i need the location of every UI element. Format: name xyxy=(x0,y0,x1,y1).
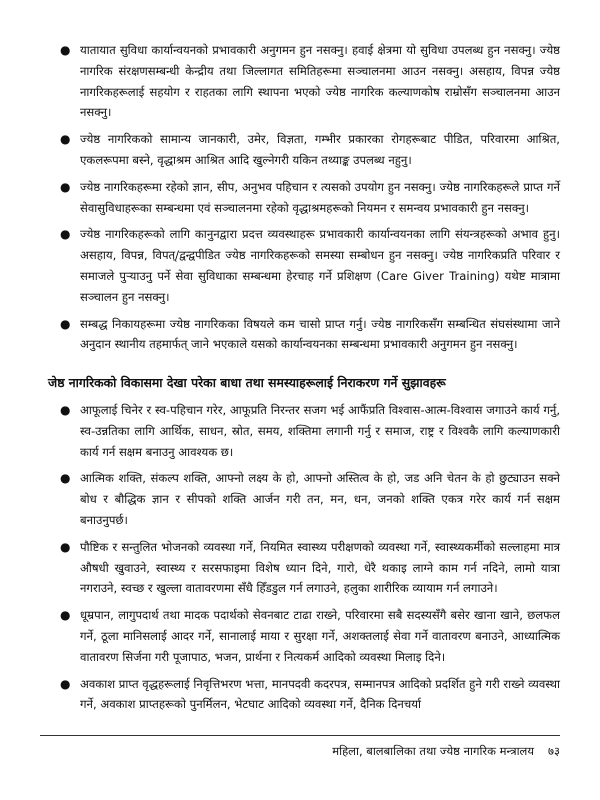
list-item-text: पौष्टिक र सन्तुलित भोजनको व्यवस्था गर्ने, नियमित स्वास्थ्य परीक्षणको व्यवस्था गर्ने, स्वास्थ्यकर्मीको सल्लाहमा मात्र औषधी खुवाउने, स्वास्थ्य र सरसफाइमा विशेष ध्यान दिने, गारो, धेरै थकाइ लाग्ने काम गर्न नदिने, लामो यात्रा नगराउने, स्वच्छ र खुल्ला वातावरणमा सँधै हिँडडुल गर्न लगाउने, हलुका शारीरिक व्यायाम गर्न लगाउने। xyxy=(80,539,560,596)
bullet-icon: ● xyxy=(60,227,71,242)
bullet-icon: ● xyxy=(60,471,71,486)
bullet-icon: ● xyxy=(60,608,71,623)
list-item xyxy=(60,537,560,599)
list-item-text: आत्मिक शक्ति, संकल्प शक्ति, आफ्नो लक्ष्य के हो, आफ्नो अस्तित्व के हो, जड अनि चेतन के हो छुट्याउन सक्ने बोध र बौद्धिक ज्ञान र सीपको शक्ति आर्जन गरी तन, मन, धन, जनको शक्ति एकत्र गरेर कार्य गर्न सक्षम बनाउनुपर्छ। xyxy=(80,471,560,527)
bullet-icon: ● xyxy=(60,403,71,417)
list-item-text: धूम्रपान, लागुपदार्थ तथा मादक पदार्थको सेवनबाट टाढा राख्ने, परिवारमा सबै सदस्यसँगै बसेर खाना खाने, छलफल गर्ने, ठूला मानिसलाई आदर गर्ने, सानालाई माया र सुरक्षा गर्ने, अशक्तलाई सेवा गर्ने वातावरण बनाउने, आध्यात्मिक वातावरण सिर्जना गरी पूजापाठ, भजन, प्रार्थना र नित्यकर्म आदिको व्यवस्था मिलाइ दिने। xyxy=(80,608,560,664)
bullet-icon: ● xyxy=(60,179,71,194)
list-item-text: यातायात सुविधा कार्यान्वयनको प्रभावकारी अनुगमन हुन नसक्नु। हवाई क्षेत्रमा यो सुविधा उपलब्ध हुन नसक्नु। ज्येष्ठ नागरिक संरक्षणसम्बन्धी केन्द्रीय तथा जिल्लागत समितिहरूमा सञ्चालनमा आउन नसक्नु। असहाय, विपन्न ज्येष्ठ नागरिकहरूलाई सहयोग र राहतका लागि स्थापना भएको ज्येष्ठ नागरिक कल्याणकोष राम्रोसँग सञ्चालनमा आउन नसक्नु। xyxy=(80,43,560,120)
problems-list xyxy=(60,40,560,361)
bullet-icon: ● xyxy=(60,539,71,554)
list-item-text: ज्येष्ठ नागरिकको सामान्य जानकारी, उमेर, विज्ञता, गम्भीर प्रकारका रोगहरूबाट पीडित, परिवारमा आश्रित, एकलरूपमा बस्ने, वृद्धाश्रम आश्रित आदि खुल्नेगरी यकिन तथ्याङ्क उपलब्ध नहुनु। xyxy=(80,132,560,167)
bullet-icon: ● xyxy=(60,43,71,57)
list-item xyxy=(60,605,560,667)
list-item xyxy=(60,400,560,462)
list-item-text: सम्बद्ध निकायहरूमा ज्येष्ठ नागरिकका विषयले कम चासो प्राप्त गर्नु। ज्येष्ठ नागरिकसँग सम्बन्धित संघसंस्थामा जाने अनुदान स्थानीय तहमार्फत् जाने भएकाले यसको कार्यान्वयनका सम्बन्धमा प्रभावकारी अनुगमन हुन नसक्नु। xyxy=(80,316,560,352)
bullet-icon: ● xyxy=(60,316,71,331)
list-item-text: अवकाश प्राप्त वृद्धहरूलाई निवृत्तिभरण भत्ता, मानपदवी कदरपत्र, सम्मानपत्र आदिको प्रदर्शित हुने गरी राख्ने व्यवस्था गर्ने, अवकाश प्राप्तहरूको पुनर्मिलन, भेटघाट आदिको व्यवस्था गर्ने, दैनिक दिनचर्या xyxy=(80,676,560,712)
list-item-text: ज्येष्ठ नागरिकहरूको लागि कानुनद्वारा प्रदत्त व्यवस्थाहरू प्रभावकारी कार्यान्वयनका लागि संयन्त्रहरूको अभाव हुनु। असहाय, विपन्न, विपत्/द्वन्द्वपीडित ज्येष्ठ नागरिकहरूको समस्या सम्बोधन हुन नसक्नु। ज्येष्ठ नागरिकप्रति परिवार र समाजले पुऱ्याउनु पर्ने सेवा सुविधाका सम्बन्धमा हेरचाह गर्ने प्रशिक्षण (Care Giver Training) यथेष्ट मात्रामा सञ्चालन हुन नसक्नु। xyxy=(80,227,560,304)
list-item xyxy=(60,314,560,356)
list-item xyxy=(60,40,560,123)
bullet-icon: ● xyxy=(60,132,71,147)
page-footer xyxy=(332,742,560,760)
bullet-icon: ● xyxy=(60,676,71,691)
list-item-text: आफूलाई चिनेर र स्व-पहिचान गरेर, आफूप्रति निरन्तर सजग भई आफैंप्रति विश्वास-आत्म-विश्वास जगाउने कार्य गर्नु, स्व-उन्नतिका लागि आर्थिक, साधन, स्रोत, समय, शक्तिमा लगानी गर्नु र समाज, राष्ट्र र विश्वकै लागि कल्याणकारी कार्य गर्न सक्षम बनाउनु आवश्यक छ। xyxy=(80,403,560,459)
section-heading: जेष्ठ नागरिकको विकासमा देखा परेका बाधा तथा समस्याहरूलाई निराकरण गर्ने सुझावहरू xyxy=(48,375,446,390)
list-item xyxy=(60,468,560,530)
footer-divider xyxy=(40,735,560,736)
page-number: ७३ xyxy=(548,744,560,758)
list-item xyxy=(60,224,560,307)
footer-ministry-name: महिला, बालबालिका तथा ज्येष्ठ नागरिक मन्त्रालय xyxy=(332,744,535,758)
list-item-text: ज्येष्ठ नागरिकहरूमा रहेको ज्ञान, सीप, अनुभव पहिचान र त्यसको उपयोग हुन नसक्नु। ज्येष्ठ नागरिकहरूले प्राप्त गर्ने सेवासुविधाहरूका सम्बन्धमा एवं सञ्चालनमा रहेको वृद्धाश्रमहरूको नियमन र समन्वय प्रभावकारी हुन नसक्नु। xyxy=(80,179,560,215)
list-item xyxy=(60,674,560,716)
suggestions-list xyxy=(60,400,560,721)
list-item xyxy=(60,129,560,171)
list-item xyxy=(60,177,560,219)
